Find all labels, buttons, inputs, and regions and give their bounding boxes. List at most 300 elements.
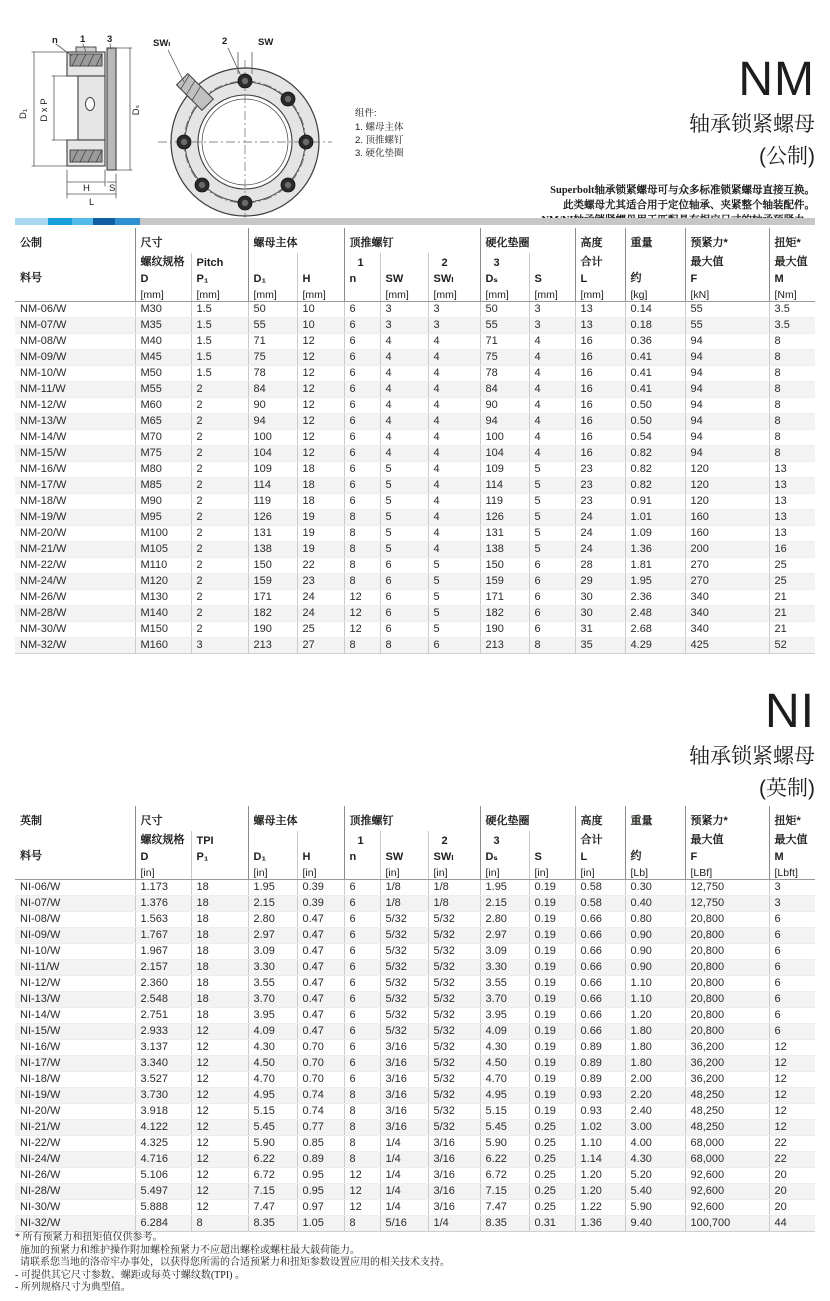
column-group-header: 公制 bbox=[20, 237, 42, 249]
column-subgroup-header bbox=[15, 831, 135, 847]
spec-value-cell: 19 bbox=[297, 510, 344, 526]
spec-value-cell: 5 bbox=[380, 462, 428, 478]
spec-value-cell: 25 bbox=[769, 574, 815, 590]
spec-value-cell: 12 bbox=[344, 1184, 380, 1200]
spec-value-cell: M35 bbox=[135, 318, 191, 334]
spec-value-cell: 20,800 bbox=[685, 992, 769, 1008]
nm-table-body bbox=[15, 302, 815, 654]
spec-value-cell: 0.19 bbox=[529, 928, 575, 944]
spec-value-cell: M50 bbox=[135, 366, 191, 382]
spec-value-cell: 16 bbox=[575, 398, 625, 414]
spec-value-cell: 1.10 bbox=[625, 976, 685, 992]
header-sym-row bbox=[15, 269, 815, 285]
spec-value-cell: 13 bbox=[769, 510, 815, 526]
spec-value-cell: 5/32 bbox=[428, 1072, 480, 1088]
spec-value-cell: 8 bbox=[769, 414, 815, 430]
spec-value-cell: 1/8 bbox=[380, 896, 428, 912]
spec-value-cell: 160 bbox=[685, 510, 769, 526]
spec-value-cell: 68,000 bbox=[685, 1136, 769, 1152]
spec-value-cell: 18 bbox=[191, 880, 248, 896]
column-subgroup-header bbox=[529, 253, 575, 269]
spec-value-cell: 2.15 bbox=[480, 896, 529, 912]
technical-drawing bbox=[10, 32, 450, 222]
spec-value-cell: 2.97 bbox=[480, 928, 529, 944]
spec-value-cell: 31 bbox=[575, 622, 625, 638]
spec-value-cell: 2 bbox=[191, 494, 248, 510]
part-number-cell: NM-21/W bbox=[15, 542, 135, 558]
spec-value-cell: 18 bbox=[191, 944, 248, 960]
spec-value-cell: 20,800 bbox=[685, 944, 769, 960]
spec-value-cell: 3/16 bbox=[380, 1120, 428, 1136]
spec-value-cell: 2.97 bbox=[248, 928, 297, 944]
spec-value-cell: 3/16 bbox=[428, 1200, 480, 1216]
spec-value-cell: 8 bbox=[769, 398, 815, 414]
spec-value-cell: 2 bbox=[191, 606, 248, 622]
table-row bbox=[15, 896, 815, 912]
spec-value-cell: 13 bbox=[769, 478, 815, 494]
spec-value-cell: 5.40 bbox=[625, 1184, 685, 1200]
table-row bbox=[15, 1088, 815, 1104]
column-symbol-header: SWₗ bbox=[428, 269, 480, 285]
column-subgroup-header bbox=[380, 831, 428, 847]
spec-value-cell: 16 bbox=[575, 334, 625, 350]
spec-value-cell: 12 bbox=[344, 606, 380, 622]
part-number-cell: NM-28/W bbox=[15, 606, 135, 622]
spec-value-cell: 16 bbox=[575, 366, 625, 382]
spec-value-cell: 12 bbox=[297, 430, 344, 446]
table-row bbox=[15, 526, 815, 542]
spec-value-cell: 5/32 bbox=[428, 1024, 480, 1040]
spec-value-cell: 36,200 bbox=[685, 1056, 769, 1072]
table-row bbox=[15, 1056, 815, 1072]
column-symbol-header: SW bbox=[380, 847, 428, 863]
table-row bbox=[15, 462, 815, 478]
ni-section-header bbox=[395, 685, 815, 802]
spec-value-cell: 6 bbox=[769, 992, 815, 1008]
spec-value-cell: 6.22 bbox=[248, 1152, 297, 1168]
header-group-row bbox=[15, 806, 815, 831]
spec-value-cell: 12 bbox=[297, 334, 344, 350]
spec-value-cell: 0.25 bbox=[529, 1120, 575, 1136]
spec-value-cell: 2 bbox=[191, 558, 248, 574]
spec-value-cell: 18 bbox=[191, 960, 248, 976]
nm-description-line: 此类螺母尤其适合用于定位轴承、夹紧整个轴装配件。 bbox=[563, 200, 815, 212]
spec-value-cell: 5/32 bbox=[380, 1024, 428, 1040]
spec-value-cell: 12 bbox=[191, 1088, 248, 1104]
column-symbol-header: 料号 bbox=[20, 272, 42, 284]
spec-value-cell: 2.548 bbox=[135, 992, 191, 1008]
spec-value-cell: 0.41 bbox=[625, 382, 685, 398]
spec-value-cell: 92,600 bbox=[685, 1184, 769, 1200]
spec-value-cell: 6 bbox=[769, 912, 815, 928]
spec-value-cell: 1.22 bbox=[575, 1200, 625, 1216]
spec-value-cell: 0.47 bbox=[297, 928, 344, 944]
spec-value-cell: 4 bbox=[380, 334, 428, 350]
spec-value-cell: 20,800 bbox=[685, 1008, 769, 1024]
dim-l-label: L bbox=[89, 197, 95, 208]
spec-value-cell: 6.72 bbox=[480, 1168, 529, 1184]
spec-value-cell: 0.66 bbox=[575, 944, 625, 960]
spec-value-cell: 0.31 bbox=[529, 1216, 575, 1232]
spec-value-cell: 6 bbox=[769, 928, 815, 944]
spec-value-cell: 119 bbox=[480, 494, 529, 510]
spec-value-cell: 0.19 bbox=[529, 976, 575, 992]
spec-value-cell: 5 bbox=[529, 494, 575, 510]
spec-value-cell: 12 bbox=[769, 1072, 815, 1088]
spec-value-cell: 19 bbox=[297, 526, 344, 542]
part-number-cell: NM-13/W bbox=[15, 414, 135, 430]
table-row bbox=[15, 1216, 815, 1232]
spec-value-cell: 2 bbox=[191, 542, 248, 558]
spec-value-cell: 0.89 bbox=[575, 1056, 625, 1072]
spec-value-cell: 5/32 bbox=[380, 928, 428, 944]
table-row bbox=[15, 1072, 815, 1088]
spec-value-cell: 0.39 bbox=[297, 880, 344, 896]
part-number-cell: NM-12/W bbox=[15, 398, 135, 414]
spec-value-cell: 4.325 bbox=[135, 1136, 191, 1152]
column-unit-header bbox=[191, 863, 248, 880]
spec-value-cell: 6 bbox=[428, 638, 480, 654]
column-unit-header: [in] bbox=[480, 863, 529, 880]
spec-value-cell: 12 bbox=[191, 1184, 248, 1200]
spec-value-cell: 71 bbox=[248, 334, 297, 350]
spec-value-cell: 2 bbox=[191, 590, 248, 606]
spec-value-cell: 6 bbox=[344, 1056, 380, 1072]
spec-value-cell: 5/32 bbox=[428, 1120, 480, 1136]
spec-value-cell: 8 bbox=[344, 1120, 380, 1136]
spec-value-cell: 5 bbox=[428, 590, 480, 606]
spec-value-cell: 1.767 bbox=[135, 928, 191, 944]
column-group-header: 顶推螺钉 bbox=[344, 228, 480, 253]
spec-value-cell: 4.95 bbox=[480, 1088, 529, 1104]
part-number-cell: NM-24/W bbox=[15, 574, 135, 590]
spec-value-cell: 22 bbox=[297, 558, 344, 574]
spec-value-cell: 3.95 bbox=[480, 1008, 529, 1024]
spec-value-cell: 3 bbox=[191, 638, 248, 654]
table-row bbox=[15, 510, 815, 526]
spec-value-cell: 0.85 bbox=[297, 1136, 344, 1152]
spec-value-cell: 6 bbox=[380, 590, 428, 606]
spec-value-cell: 6.72 bbox=[248, 1168, 297, 1184]
column-subgroup-header bbox=[248, 831, 297, 847]
column-group-header: 螺母主体 bbox=[248, 228, 344, 253]
spec-value-cell: 8 bbox=[344, 1216, 380, 1232]
part-number-cell: NI-09/W bbox=[15, 928, 135, 944]
spec-value-cell: 0.66 bbox=[575, 992, 625, 1008]
column-symbol-header: 约 bbox=[625, 847, 685, 863]
spec-value-cell: 6 bbox=[344, 302, 380, 318]
spec-value-cell: 55 bbox=[685, 302, 769, 318]
spec-value-cell: 20 bbox=[769, 1168, 815, 1184]
spec-value-cell: 16 bbox=[575, 350, 625, 366]
spec-value-cell: 5 bbox=[529, 462, 575, 478]
spec-value-cell: 20 bbox=[769, 1200, 815, 1216]
spec-value-cell: 3/16 bbox=[428, 1184, 480, 1200]
spec-value-cell: 6 bbox=[344, 414, 380, 430]
spec-value-cell: 160 bbox=[685, 526, 769, 542]
column-unit-header: [in] bbox=[135, 863, 191, 880]
spec-value-cell: 6.22 bbox=[480, 1152, 529, 1168]
spec-value-cell: 12 bbox=[191, 1072, 248, 1088]
spec-value-cell: 6 bbox=[529, 606, 575, 622]
spec-value-cell: 6 bbox=[344, 1008, 380, 1024]
spec-value-cell: 100,700 bbox=[685, 1216, 769, 1232]
spec-value-cell: 0.90 bbox=[625, 960, 685, 976]
spec-value-cell: 6 bbox=[769, 976, 815, 992]
spec-value-cell: 2.00 bbox=[625, 1072, 685, 1088]
spec-value-cell: 120 bbox=[685, 462, 769, 478]
spec-value-cell: 131 bbox=[248, 526, 297, 542]
spec-value-cell: 4 bbox=[428, 366, 480, 382]
spec-value-cell: 5/32 bbox=[428, 1056, 480, 1072]
spec-value-cell: 5.497 bbox=[135, 1184, 191, 1200]
spec-value-cell: 92,600 bbox=[685, 1168, 769, 1184]
header-sym-row bbox=[15, 847, 815, 863]
spec-value-cell: 182 bbox=[248, 606, 297, 622]
header-unit-row bbox=[15, 285, 815, 302]
spec-value-cell: 3/16 bbox=[380, 1072, 428, 1088]
spec-value-cell: 0.93 bbox=[575, 1088, 625, 1104]
column-subgroup-header: 合计 bbox=[575, 253, 625, 269]
spec-value-cell: 5.888 bbox=[135, 1200, 191, 1216]
parts-list-item: 2. 顶推螺钉 bbox=[355, 135, 404, 146]
spec-value-cell: 5/32 bbox=[428, 944, 480, 960]
spec-value-cell: 5/32 bbox=[428, 928, 480, 944]
dim-sw-label: SW bbox=[258, 37, 274, 48]
spec-value-cell: 0.25 bbox=[529, 1168, 575, 1184]
spec-value-cell: 4 bbox=[428, 430, 480, 446]
column-unit-header bbox=[15, 285, 135, 302]
spec-value-cell: 94 bbox=[685, 430, 769, 446]
spec-value-cell: 0.19 bbox=[529, 1088, 575, 1104]
spec-value-cell: 2.15 bbox=[248, 896, 297, 912]
spec-value-cell: 340 bbox=[685, 622, 769, 638]
spec-value-cell: 2 bbox=[191, 430, 248, 446]
spec-value-cell: M55 bbox=[135, 382, 191, 398]
spec-value-cell: 23 bbox=[575, 478, 625, 494]
spec-value-cell: 3.30 bbox=[480, 960, 529, 976]
spec-value-cell: 3/16 bbox=[380, 1056, 428, 1072]
column-subgroup-header: TPI bbox=[191, 831, 248, 847]
spec-value-cell: 24 bbox=[575, 542, 625, 558]
spec-value-cell: 12,750 bbox=[685, 880, 769, 896]
spec-value-cell: 94 bbox=[480, 414, 529, 430]
spec-value-cell: 4 bbox=[380, 414, 428, 430]
part-number-cell: NI-06/W bbox=[15, 880, 135, 896]
spec-value-cell: 138 bbox=[248, 542, 297, 558]
column-symbol-header: 约 bbox=[625, 269, 685, 285]
spec-value-cell: 7.15 bbox=[480, 1184, 529, 1200]
table-row bbox=[15, 912, 815, 928]
spec-value-cell: 3.55 bbox=[248, 976, 297, 992]
spec-value-cell: 5/32 bbox=[428, 1008, 480, 1024]
spec-value-cell: 35 bbox=[575, 638, 625, 654]
spec-value-cell: M80 bbox=[135, 462, 191, 478]
table-row bbox=[15, 542, 815, 558]
spec-value-cell: 0.91 bbox=[625, 494, 685, 510]
header-sub-row bbox=[15, 253, 815, 269]
spec-value-cell: 50 bbox=[480, 302, 529, 318]
spec-value-cell: 200 bbox=[685, 542, 769, 558]
column-group-header: 尺寸 bbox=[135, 228, 248, 253]
spec-value-cell: 25 bbox=[297, 622, 344, 638]
spec-value-cell: 12 bbox=[191, 1152, 248, 1168]
nm-section-header bbox=[395, 53, 815, 229]
footnote-line: - 可提供其它尺寸参数、螺距或每英寸螺纹数(TPI) 。 bbox=[15, 1269, 245, 1281]
spec-value-cell: 109 bbox=[248, 462, 297, 478]
spec-value-cell: 4 bbox=[529, 366, 575, 382]
column-subgroup-header: 螺纹规格 bbox=[135, 253, 191, 269]
column-unit-header: [in] bbox=[428, 863, 480, 880]
spec-value-cell: 8 bbox=[380, 638, 428, 654]
table-row bbox=[15, 992, 815, 1008]
spec-value-cell: 36,200 bbox=[685, 1072, 769, 1088]
spec-value-cell: 6 bbox=[344, 1072, 380, 1088]
spec-value-cell: 23 bbox=[575, 494, 625, 510]
spec-value-cell: 3.55 bbox=[480, 976, 529, 992]
spec-value-cell: 22 bbox=[769, 1136, 815, 1152]
spec-value-cell: 0.90 bbox=[625, 928, 685, 944]
spec-value-cell: 1/8 bbox=[380, 880, 428, 896]
column-group-header: 重量 bbox=[625, 806, 685, 831]
column-subgroup-header: 最大值 bbox=[685, 831, 769, 847]
spec-value-cell: 6 bbox=[529, 622, 575, 638]
spec-value-cell: 94 bbox=[685, 414, 769, 430]
spec-value-cell: 126 bbox=[480, 510, 529, 526]
spec-value-cell: 1.95 bbox=[480, 880, 529, 896]
table-row bbox=[15, 1104, 815, 1120]
spec-value-cell: 0.77 bbox=[297, 1120, 344, 1136]
spec-value-cell: 159 bbox=[480, 574, 529, 590]
nm-unit-system: (公制) bbox=[759, 145, 815, 168]
column-unit-header: [Lb] bbox=[625, 863, 685, 880]
table-row bbox=[15, 334, 815, 350]
front-view-drawing bbox=[153, 36, 332, 222]
spec-value-cell: 90 bbox=[248, 398, 297, 414]
column-group-header: 预紧力* bbox=[685, 806, 769, 831]
table-row bbox=[15, 318, 815, 334]
spec-value-cell: 12 bbox=[297, 414, 344, 430]
spec-value-cell: 21 bbox=[769, 606, 815, 622]
spec-value-cell: 4.09 bbox=[480, 1024, 529, 1040]
column-symbol-header: H bbox=[297, 847, 344, 863]
part1-callout: 1 bbox=[80, 34, 86, 45]
spec-value-cell: 8 bbox=[769, 350, 815, 366]
spec-value-cell: 159 bbox=[248, 574, 297, 590]
spec-value-cell: 3.09 bbox=[480, 944, 529, 960]
spec-value-cell: 4 bbox=[428, 462, 480, 478]
spec-value-cell: 3 bbox=[380, 318, 428, 334]
spec-value-cell: 16 bbox=[575, 430, 625, 446]
spec-value-cell: 55 bbox=[685, 318, 769, 334]
spec-value-cell: 12 bbox=[344, 622, 380, 638]
spec-value-cell: 9.40 bbox=[625, 1216, 685, 1232]
spec-value-cell: M100 bbox=[135, 526, 191, 542]
column-group-header: 高度 bbox=[575, 228, 625, 253]
spec-value-cell: 0.36 bbox=[625, 334, 685, 350]
part-number-cell: NM-19/W bbox=[15, 510, 135, 526]
spec-value-cell: 104 bbox=[480, 446, 529, 462]
spec-value-cell: 36,200 bbox=[685, 1040, 769, 1056]
spec-value-cell: 6 bbox=[344, 928, 380, 944]
table-row bbox=[15, 1008, 815, 1024]
spec-value-cell: 1.20 bbox=[625, 1008, 685, 1024]
spec-value-cell: 3.137 bbox=[135, 1040, 191, 1056]
spec-value-cell: 3.918 bbox=[135, 1104, 191, 1120]
spec-value-cell: 1.173 bbox=[135, 880, 191, 896]
spec-value-cell: 12 bbox=[297, 382, 344, 398]
table-row bbox=[15, 622, 815, 638]
part-number-cell: NM-11/W bbox=[15, 382, 135, 398]
part-number-cell: NM-22/W bbox=[15, 558, 135, 574]
spec-value-cell: 0.95 bbox=[297, 1184, 344, 1200]
spec-value-cell: 5 bbox=[380, 478, 428, 494]
nm-product-name: 轴承锁紧螺母 bbox=[689, 113, 815, 136]
footnote-line: 请联系您当地的洛帝牢办事处，以获得您所需的合适预紧力和扭矩参数设置应用的相关技术支持。 bbox=[20, 1257, 450, 1268]
footnote-line: * 所有预紧力和扭矩值仅供参考。 bbox=[15, 1232, 163, 1243]
spec-value-cell: 8 bbox=[344, 574, 380, 590]
spec-value-cell: 6 bbox=[344, 912, 380, 928]
spec-value-cell: 2.157 bbox=[135, 960, 191, 976]
spec-value-cell: 1.5 bbox=[191, 302, 248, 318]
spec-value-cell: 6 bbox=[344, 430, 380, 446]
spec-value-cell: 55 bbox=[248, 318, 297, 334]
accent-bar-segment bbox=[72, 218, 93, 225]
column-unit-header: [mm] bbox=[575, 285, 625, 302]
spec-value-cell: 5.90 bbox=[248, 1136, 297, 1152]
part-number-cell: NI-16/W bbox=[15, 1040, 135, 1056]
spec-value-cell: 28 bbox=[575, 558, 625, 574]
spec-value-cell: 1/4 bbox=[380, 1152, 428, 1168]
spec-value-cell: 5 bbox=[529, 526, 575, 542]
spec-value-cell: 4.30 bbox=[248, 1040, 297, 1056]
column-group-header: 扭矩* bbox=[769, 228, 815, 253]
spec-value-cell: 0.58 bbox=[575, 880, 625, 896]
spec-value-cell: 16 bbox=[575, 382, 625, 398]
column-subgroup-header: 3 bbox=[480, 831, 529, 847]
spec-value-cell: 4 bbox=[428, 494, 480, 510]
part-number-cell: NI-08/W bbox=[15, 912, 135, 928]
part-number-cell: NM-09/W bbox=[15, 350, 135, 366]
spec-value-cell: 78 bbox=[480, 366, 529, 382]
spec-value-cell: 2.40 bbox=[625, 1104, 685, 1120]
spec-value-cell: 6 bbox=[344, 944, 380, 960]
column-subgroup-header: 1 bbox=[344, 253, 380, 269]
table-row bbox=[15, 398, 815, 414]
spec-value-cell: 8 bbox=[191, 1216, 248, 1232]
part-number-cell: NI-11/W bbox=[15, 960, 135, 976]
part-number-cell: NI-22/W bbox=[15, 1136, 135, 1152]
spec-value-cell: 4.95 bbox=[248, 1088, 297, 1104]
column-symbol-header: Dₛ bbox=[480, 269, 529, 285]
spec-value-cell: 27 bbox=[297, 638, 344, 654]
spec-value-cell: 2 bbox=[191, 526, 248, 542]
spec-value-cell: 1.80 bbox=[625, 1056, 685, 1072]
spec-value-cell: 3.30 bbox=[248, 960, 297, 976]
spec-value-cell: 4 bbox=[529, 350, 575, 366]
part-number-cell: NM-10/W bbox=[15, 366, 135, 382]
spec-value-cell: 0.39 bbox=[297, 896, 344, 912]
spec-value-cell: 5/32 bbox=[428, 1104, 480, 1120]
spec-value-cell: 5.15 bbox=[248, 1104, 297, 1120]
spec-value-cell: 0.47 bbox=[297, 960, 344, 976]
accent-bar bbox=[15, 218, 815, 225]
spec-value-cell: 3.5 bbox=[769, 318, 815, 334]
spec-value-cell: 8 bbox=[344, 1136, 380, 1152]
spec-value-cell: 4 bbox=[428, 526, 480, 542]
spec-value-cell: 20 bbox=[769, 1184, 815, 1200]
column-unit-header bbox=[344, 285, 380, 302]
